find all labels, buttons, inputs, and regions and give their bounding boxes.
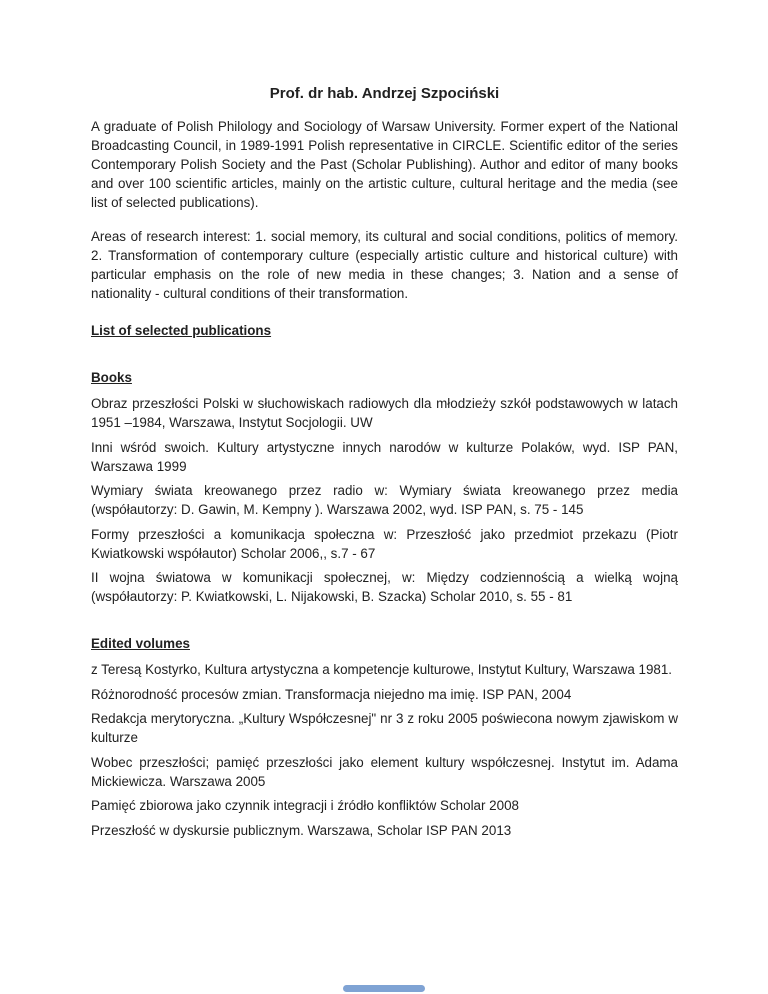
- edited-volume-item: Redakcja merytoryczna. „Kultury Współczesnej" nr 3 z roku 2005 poświecona nowym zjawiskom w kulturze: [91, 711, 678, 745]
- page-title: Prof. dr hab. Andrzej Szpociński: [269, 85, 500, 102]
- book-item: Inni wśród swoich. Kultury artystyczne innych narodów w kulturze Polaków, wyd. ISP PAN, Warszawa 1999: [91, 439, 678, 474]
- publications-list-heading: List of selected publications: [91, 323, 272, 338]
- book-item: Obraz przeszłości Polski w słuchowiskach radiowych dla młodzieży szkół podstawowych w latach 1951 –1984, Warszawa, Instytut Socjologii. UW: [91, 396, 678, 430]
- book-item: II wojna światowa w komunikacji społecznej, w: Między codziennością a wielką wojną (współautorzy: P. Kwiatkowski, L. Nijakowski, B. Szacka) Scholar 2010, s. 55 - 81: [91, 570, 678, 604]
- section-heading-edited-volumes: Edited volumes: [91, 636, 190, 651]
- book-item: Formy przeszłości a komunikacja społeczna w: Przeszłość jako przedmiot przekazu (Piotr Kwiatkowski współautor) Scholar 2006,, s.7 - 67: [91, 526, 678, 561]
- edited-volume-item: z Teresą Kostyrko, Kultura artystyczna a kompetencje kulturowe, Instytut Kultury, Warszawa 1981.: [91, 662, 673, 677]
- edited-volume-item: Wobec przeszłości; pamięć przeszłości jako element kultury współczesnej. Instytut im. Adama Mickiewicza. Warszawa 2005: [91, 754, 678, 789]
- intro-paragraph-research-areas: Areas of research interest: 1. social memory, its cultural and social conditions, politics of memory. 2. Transformation of contemporary culture (especially artistic culture and historical culture) with particular emphasis on the role of new media in these changes; 3. Nation and a sense of nationality - cultural conditions of their transformation.: [91, 229, 678, 301]
- intro-paragraph-bio: A graduate of Polish Philology and Sociology of Warsaw University. Former expert of the National Broadcasting Council, in 1989-1991 Polish representative in CIRCLE. Scientific editor of the series Contemporary Polish Society and the Past (Scholar Publishing). Author and editor of many books and over 100 scientific articles, mainly on the artistic culture, cultural heritage and the media (see list of selected publications).: [91, 119, 678, 210]
- edited-volume-item: Przeszłość w dyskursie publicznym. Warszawa, Scholar ISP PAN 2013: [91, 822, 512, 838]
- edited-volume-item: Różnorodność procesów zmian. Transformacja niejedno ma imię. ISP PAN, 2004: [91, 686, 572, 702]
- section-heading-books: Books: [91, 370, 132, 385]
- book-item: Wymiary świata kreowanego przez radio w: Wymiary świata kreowanego przez media (współautorzy: D. Gawin, M. Kempny ). Warszawa 2002, wyd. ISP PAN, s. 75 - 145: [91, 483, 678, 517]
- scroll-indicator[interactable]: [343, 985, 425, 992]
- edited-volume-item: Pamięć zbiorowa jako czynnik integracji i źródło konfliktów Scholar 2008: [91, 798, 519, 813]
